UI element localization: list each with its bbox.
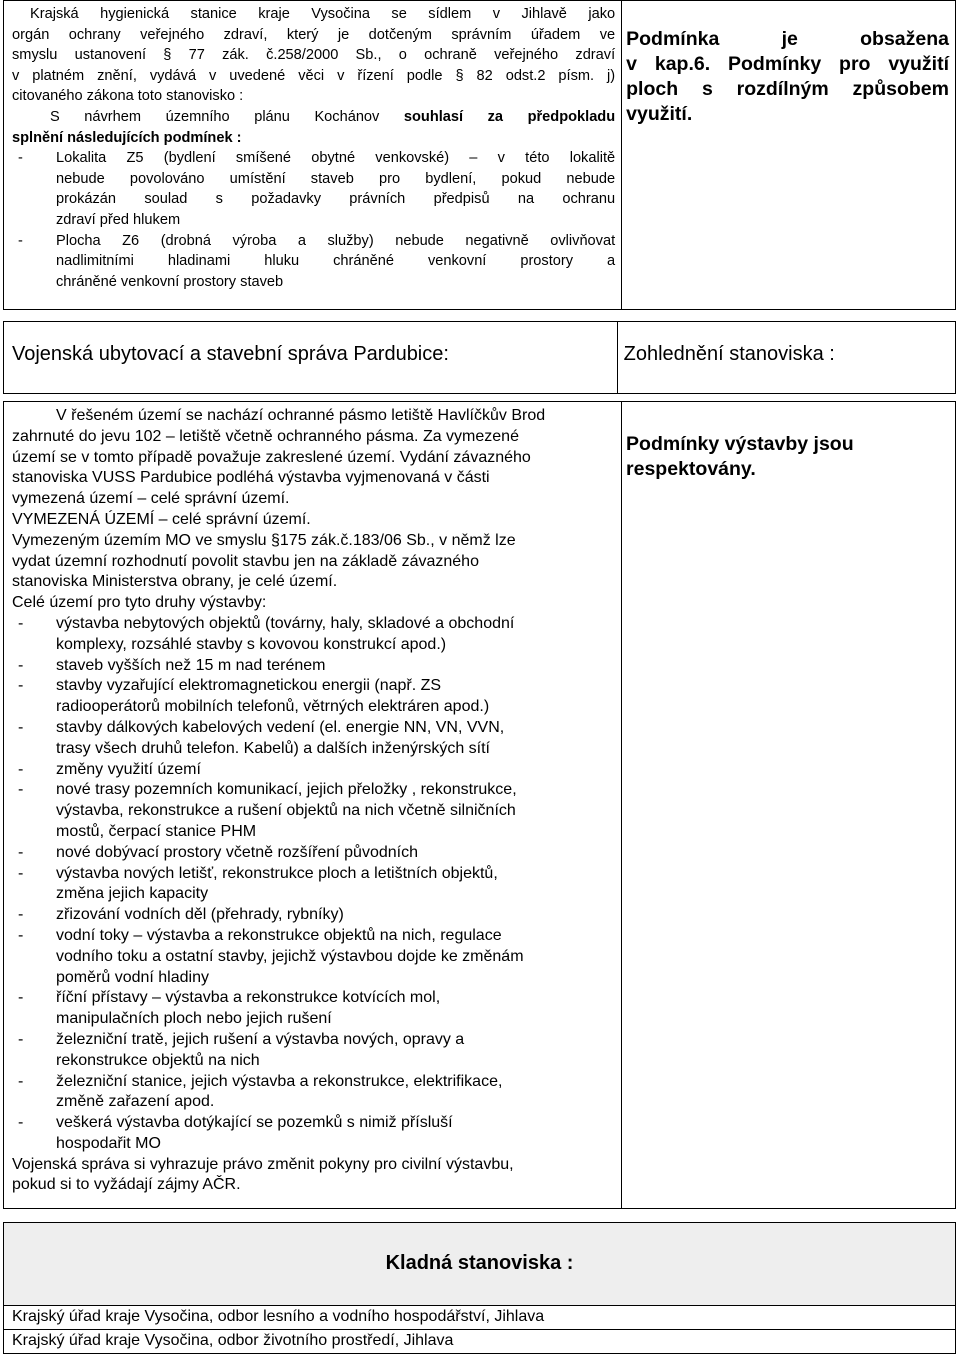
- condition-line: Plocha Z6 (drobná výroba a služby) nebude negativně ovlivňovat: [56, 232, 616, 249]
- vuss-paragraph: [12, 406, 615, 614]
- list-item-line: výstavba, rekonstrukce a rušení objektů na nich včetně silničních: [56, 802, 516, 820]
- consent-line: [12, 107, 615, 128]
- intro-line: orgán ochrany veřejného zdraví, který je dotčeným správním úřadem ve: [12, 26, 616, 43]
- dash: -: [18, 926, 24, 944]
- dash: -: [18, 760, 24, 778]
- list-item: [12, 718, 615, 760]
- vuss-closing: [12, 1155, 615, 1197]
- list-item: [12, 760, 615, 781]
- condition-line: chráněné venkovní prostory staveb: [56, 273, 284, 290]
- hygiene-note: [622, 1, 955, 127]
- conditions-heading: splnění následujících podmínek :: [12, 129, 242, 146]
- vuss-heading: Vojenská ubytovací a stavební správa Pardubice:: [12, 343, 449, 365]
- vuss-content-cell: [4, 402, 622, 1209]
- list-item: [12, 676, 615, 718]
- list-item-line: trasy všech druhů telefon. Kabelů) a dalších inženýrských sítí: [56, 739, 490, 757]
- dash: -: [18, 1072, 24, 1090]
- vuss-line: území se v tomto případě považuje zakreslené území. Vydání závazného: [12, 448, 531, 466]
- list-item: [12, 864, 615, 906]
- dash: -: [18, 781, 24, 799]
- hygiene-statement-cell: [4, 1, 622, 310]
- intro-line: Krajská hygienická stanice kraje Vysočina se sídlem v Jihlavě jako: [30, 6, 616, 22]
- list-item: [12, 926, 615, 988]
- consent-bold: souhlasí za předpokladu: [403, 108, 616, 125]
- condition-line: nadlimitními hladinami hluku chráněné venkovní prostory a: [56, 253, 616, 270]
- list-item: [12, 1072, 615, 1114]
- positive-row-text: Krajský úřad kraje Vysočina, odbor lesního a vodního hospodářství, Jihlava: [12, 1308, 545, 1325]
- dash: -: [18, 864, 24, 882]
- list-item-line: stavby vyzařující elektromagnetickou energii (např. ZS: [56, 677, 442, 695]
- dash: -: [18, 718, 24, 736]
- list-item-line: hospodařit MO: [56, 1134, 161, 1152]
- dash: -: [18, 1030, 24, 1048]
- list-item-line: výstavba nových letišť, rekonstrukce ploch a letištních objektů,: [56, 864, 498, 882]
- outcome-line: respektovány.: [626, 458, 756, 480]
- condition-line: nebude povolováno umístění staveb pro bydlení, pokud nebude: [56, 170, 616, 187]
- consideration-heading-cell: [617, 322, 955, 394]
- vuss-line: VYMEZENÁ ÚZEMÍ – celé správní území.: [12, 510, 311, 528]
- condition-line: prokázán soulad s požadavky právních předpisů na ochranu: [56, 191, 616, 208]
- list-item-line: vodní toky – výstavba a rekonstrukce objektů na nich, regulace: [56, 926, 502, 944]
- positive-heading-cell: [4, 1223, 956, 1306]
- list-item-line: železniční stanice, jejich výstavba a rekonstrukce, elektrifikace,: [56, 1072, 503, 1090]
- hygiene-intro: [12, 4, 615, 292]
- list-item-line: mostů, čerpací stanice PHM: [56, 822, 257, 840]
- positive-row: [4, 1306, 956, 1330]
- list-item: [12, 656, 615, 677]
- vuss-line: stanoviska Ministerstva obrany, je celé území.: [12, 573, 338, 591]
- list-item-line: nové trasy pozemních komunikací, jejich přeložky , rekonstrukce,: [56, 781, 517, 799]
- vuss-line: vydat územní rozhodnutí povolit stavbu jen na základě závazného: [12, 552, 479, 570]
- note-line: Podmínka je obsažena: [626, 28, 949, 50]
- hygiene-note-cell: [622, 1, 956, 310]
- list-item: [12, 988, 615, 1030]
- note-line: využití.: [626, 103, 693, 125]
- dash: -: [18, 906, 24, 924]
- list-item-line: výstavba nebytových objektů (továrny, haly, skladové a obchodní: [56, 614, 515, 632]
- dash: -: [18, 843, 24, 861]
- condition-item: [12, 231, 615, 293]
- note-line: ploch s rozdílným způsobem: [626, 78, 949, 100]
- list-item-line: rekonstrukce objektů na nich: [56, 1051, 260, 1069]
- list-item-line: nové dobývací prostory včetně rozšíření původních: [56, 843, 418, 861]
- list-item-line: změny využití území: [56, 760, 201, 778]
- condition-item: [12, 148, 615, 230]
- list-item-line: stavby dálkových kabelových vedení (el. energie NN, VN, VVN,: [56, 718, 505, 736]
- dash: -: [18, 989, 24, 1007]
- dash: -: [18, 656, 24, 674]
- dash: -: [18, 677, 24, 695]
- consent-plain: S návrhem územního plánu Kochánov: [50, 108, 404, 125]
- vuss-line: Vymezeným územím MO ve smyslu §175 zák.č.183/06 Sb., v němž lze: [12, 531, 516, 549]
- vuss-content-block: [3, 401, 956, 1209]
- list-item-line: železniční tratě, jejich rušení a výstavba nových, opravy a: [56, 1030, 465, 1048]
- vuss-line: vymezená území – celé správní území.: [12, 490, 290, 508]
- vuss-line: V řešeném území se nachází ochranné pásmo letiště Havlíčkův Brod: [56, 407, 546, 424]
- vuss-heading-cell: [4, 322, 618, 394]
- vuss-outcome: [622, 402, 955, 482]
- list-item: [12, 1030, 615, 1072]
- vuss-outcome-cell: [622, 402, 956, 1209]
- intro-line: citovaného zákona toto stanovisko :: [12, 88, 244, 105]
- dash: -: [18, 614, 24, 632]
- list-item-line: manipulačních ploch nebo jejich rušení: [56, 1010, 332, 1028]
- condition-line: Lokalita Z5 (bydlení smíšené obytné venkovské) – v této lokalitě: [56, 150, 616, 167]
- note-line: v kap.6. Podmínky pro využití: [626, 53, 949, 75]
- list-item: [12, 780, 615, 842]
- condition-line: zdraví před hlukem: [56, 211, 181, 228]
- list-item: [12, 614, 615, 656]
- list-item-line: říční přístavy – výstavba a rekonstrukce kotvících mol,: [56, 989, 441, 1007]
- list-item-line: změna jejich kapacity: [56, 885, 209, 903]
- list-item-line: radiooperátorů mobilních telefonů, větrných elektráren apod.): [56, 698, 490, 716]
- intro-line: smyslu ustanovení § 77 zák. č.258/2000 Sb., o ochraně veřejného zdraví: [12, 47, 616, 64]
- construction-type-list: [12, 614, 615, 1155]
- closing-line: Vojenská správa si vyhrazuje právo změnit pokyny pro civilní výstavbu,: [12, 1155, 514, 1173]
- closing-line: pokud si to vyžádají zájmy AČR.: [12, 1176, 241, 1194]
- list-item-line: změně zařazení apod.: [56, 1093, 215, 1111]
- dash: -: [18, 1114, 24, 1132]
- consideration-heading: Zohlednění stanoviska :: [623, 343, 835, 365]
- hygiene-block: [3, 0, 956, 310]
- positive-statements-block: [3, 1222, 956, 1354]
- list-item-line: poměrů vodní hladiny: [56, 968, 209, 986]
- intro-line: v platném znění, vydává v uvedené věci v řízení podle § 82 odst.2 písm. j): [12, 67, 616, 84]
- vuss-line: Celé území pro tyto druhy výstavby:: [12, 594, 267, 612]
- list-item-line: staveb vyšších než 15 m nad terénem: [56, 656, 326, 674]
- list-item-line: veškerá výstavba dotýkající se pozemků s nimiž přísluší: [56, 1114, 453, 1132]
- vuss-line: zahrnuté do jevu 102 – letiště včetně ochranného pásma. Za vymezené: [12, 427, 519, 445]
- list-item-line: komplexy, rozsáhlé stavby s kovovou konstrukcí apod.): [56, 635, 447, 653]
- outcome-line: Podmínky výstavby jsou: [626, 433, 854, 455]
- list-item: [12, 843, 615, 864]
- list-item-line: zřizování vodních děl (přehrady, rybníky): [56, 906, 344, 924]
- list-item: [12, 1113, 615, 1155]
- positive-row-text: Krajský úřad kraje Vysočina, odbor životního prostředí, Jihlava: [12, 1332, 454, 1349]
- vuss-line: stanoviska VUSS Pardubice podléhá výstavba vyjmenovaná v části: [12, 469, 490, 487]
- positive-row: [4, 1330, 956, 1354]
- list-item: [12, 905, 615, 926]
- list-item-line: vodního toku a ostatní stavby, jejichž výstavbou dojde ke změnám: [56, 947, 524, 965]
- vuss-heading-block: [3, 321, 956, 394]
- dash: -: [18, 150, 23, 167]
- dash: -: [18, 232, 23, 249]
- positive-heading: Kladná stanoviska :: [385, 1252, 574, 1274]
